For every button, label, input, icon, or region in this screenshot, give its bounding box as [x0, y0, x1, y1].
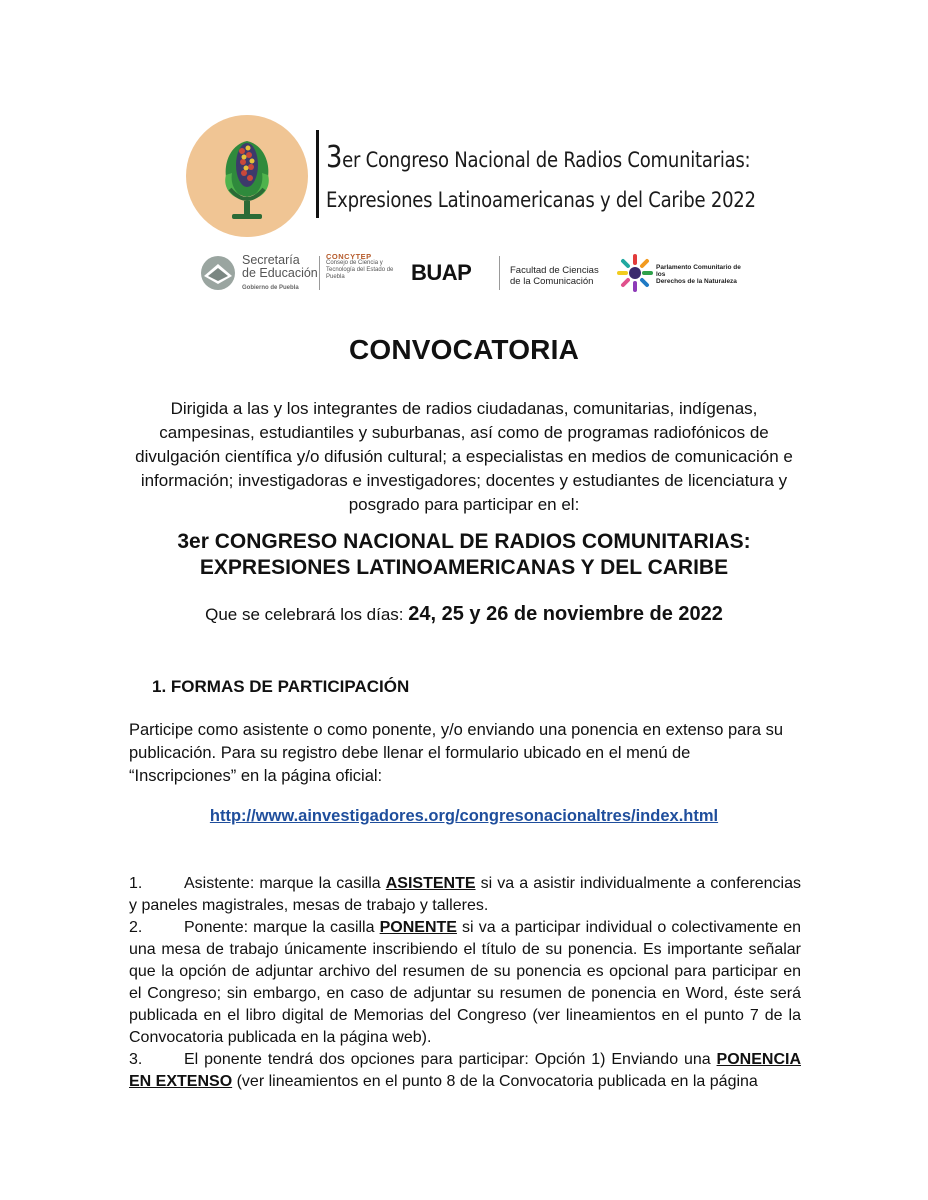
concytep-desc: Consejo de Ciencia y Tecnología del Estado de Puebla	[326, 260, 394, 280]
list-item	[129, 1049, 801, 1093]
sep-sub: Gobierno de Puebla	[242, 285, 299, 291]
document-title: CONVOCATORIA	[348, 334, 580, 365]
sep-line2: de Educación	[242, 266, 318, 280]
item-text: Asistente: marque la casilla	[184, 875, 386, 892]
item-text: (ver lineamientos en el punto 8 de la Convocatoria publicada en la página	[232, 1073, 758, 1090]
parlamento-name	[656, 264, 746, 306]
parlamento-line2: Derechos de la Naturaleza	[656, 278, 737, 285]
dates-prefix: Que se celebrará los días:	[205, 605, 409, 624]
event-dates	[0, 603, 928, 626]
buap-logo: BUAP	[411, 260, 472, 285]
participation-paragraph: Participe como asistente o como ponente, y/o enviando una ponencia en extenso para su publicación. Para su registro debe llenar el formulario ubicado en el menú de “Inscripciones” en la página oficial:	[129, 721, 784, 785]
event-name	[100, 529, 828, 581]
item-text: Ponente: marque la casilla	[184, 919, 380, 936]
header-divider	[316, 130, 319, 218]
sep-name	[242, 254, 318, 296]
sponsor-divider	[319, 256, 320, 290]
official-site-link[interactable]: http://www.ainvestigadores.org/congresonacionaltres/index.html	[209, 807, 719, 825]
item-emphasis: PONENTE	[379, 919, 457, 936]
concytep-name: CONCYTEP	[326, 252, 372, 261]
item-text: si va a participar individual o colectivamente en una mesa de trabajo únicamente inscribiendo el título de su ponencia. Es importante señalar que la opción de adjuntar archivo del resumen de su ponencia es opcional para participar en el Congreso; sin embargo, en caso de adjuntar su resumen de ponencia en Word, éste será publicada en el libro digital de Memorias del Congreso (ver lineamientos en el punto 7 de la Convocatoria publicada en la página web).	[129, 919, 802, 1046]
event-line2: EXPRESIONES LATINOAMERICANAS Y DEL CARIBE	[199, 556, 729, 579]
sponsor-divider	[499, 256, 500, 290]
facultad-line2: de la Comunicación	[510, 276, 594, 287]
event-line1: 3er CONGRESO NACIONAL DE RADIOS COMUNITARIAS:	[177, 530, 751, 553]
item-number: 3.	[129, 1051, 143, 1068]
item-emphasis: PONENCIA EN EXTENSO	[129, 1051, 801, 1090]
item-text: si va a asistir individualmente a conferencias y paneles magistrales, mesas de trabajo y talleres.	[129, 875, 802, 914]
list-item	[129, 917, 801, 1049]
corn-microphone-logo	[186, 115, 308, 237]
title-line1: er Congreso Nacional de Radios Comunitarias:	[342, 148, 751, 172]
parlamento-line1: Parlamento Comunitario de los	[656, 264, 741, 278]
concytep-logo	[326, 253, 396, 295]
item-number: 2.	[129, 919, 143, 936]
item-number: 1.	[129, 875, 143, 892]
dates-value: 24, 25 y 26 de noviembre de 2022	[408, 603, 723, 625]
item-emphasis: ASISTENTE	[385, 875, 476, 892]
title-line2: Expresiones Latinoamericanas y del Caribe 2022	[326, 188, 756, 212]
list-item	[129, 873, 801, 917]
intro-paragraph: Dirigida a las y los integrantes de radios ciudadanas, comunitarias, indígenas, campesinas, estudiantiles y suburbanas, así como de programas radiofónicos de divulgación científica y/o difusión cultural; a especialistas en medios de comunicación e información; investigadoras e investigadores; docentes y estudiantes de licenciatura y posgrado para participar en el:	[135, 399, 793, 514]
section-heading: 1. FORMAS DE PARTICIPACIÓN	[152, 677, 410, 696]
item-text: El ponente tendrá dos opciones para participar: Opción 1) Enviando una	[184, 1051, 717, 1068]
congress-title	[326, 138, 756, 220]
sponsor-logos	[198, 252, 741, 294]
facultad-line1: Facultad de Ciencias	[510, 265, 599, 276]
facultad-name	[510, 265, 599, 307]
sep-line1: Secretaría	[242, 253, 300, 267]
parlamento-emblem-icon	[616, 252, 654, 294]
title-initial: 3	[326, 140, 343, 175]
sep-emblem-icon	[198, 252, 238, 294]
participation-list	[129, 873, 801, 1093]
